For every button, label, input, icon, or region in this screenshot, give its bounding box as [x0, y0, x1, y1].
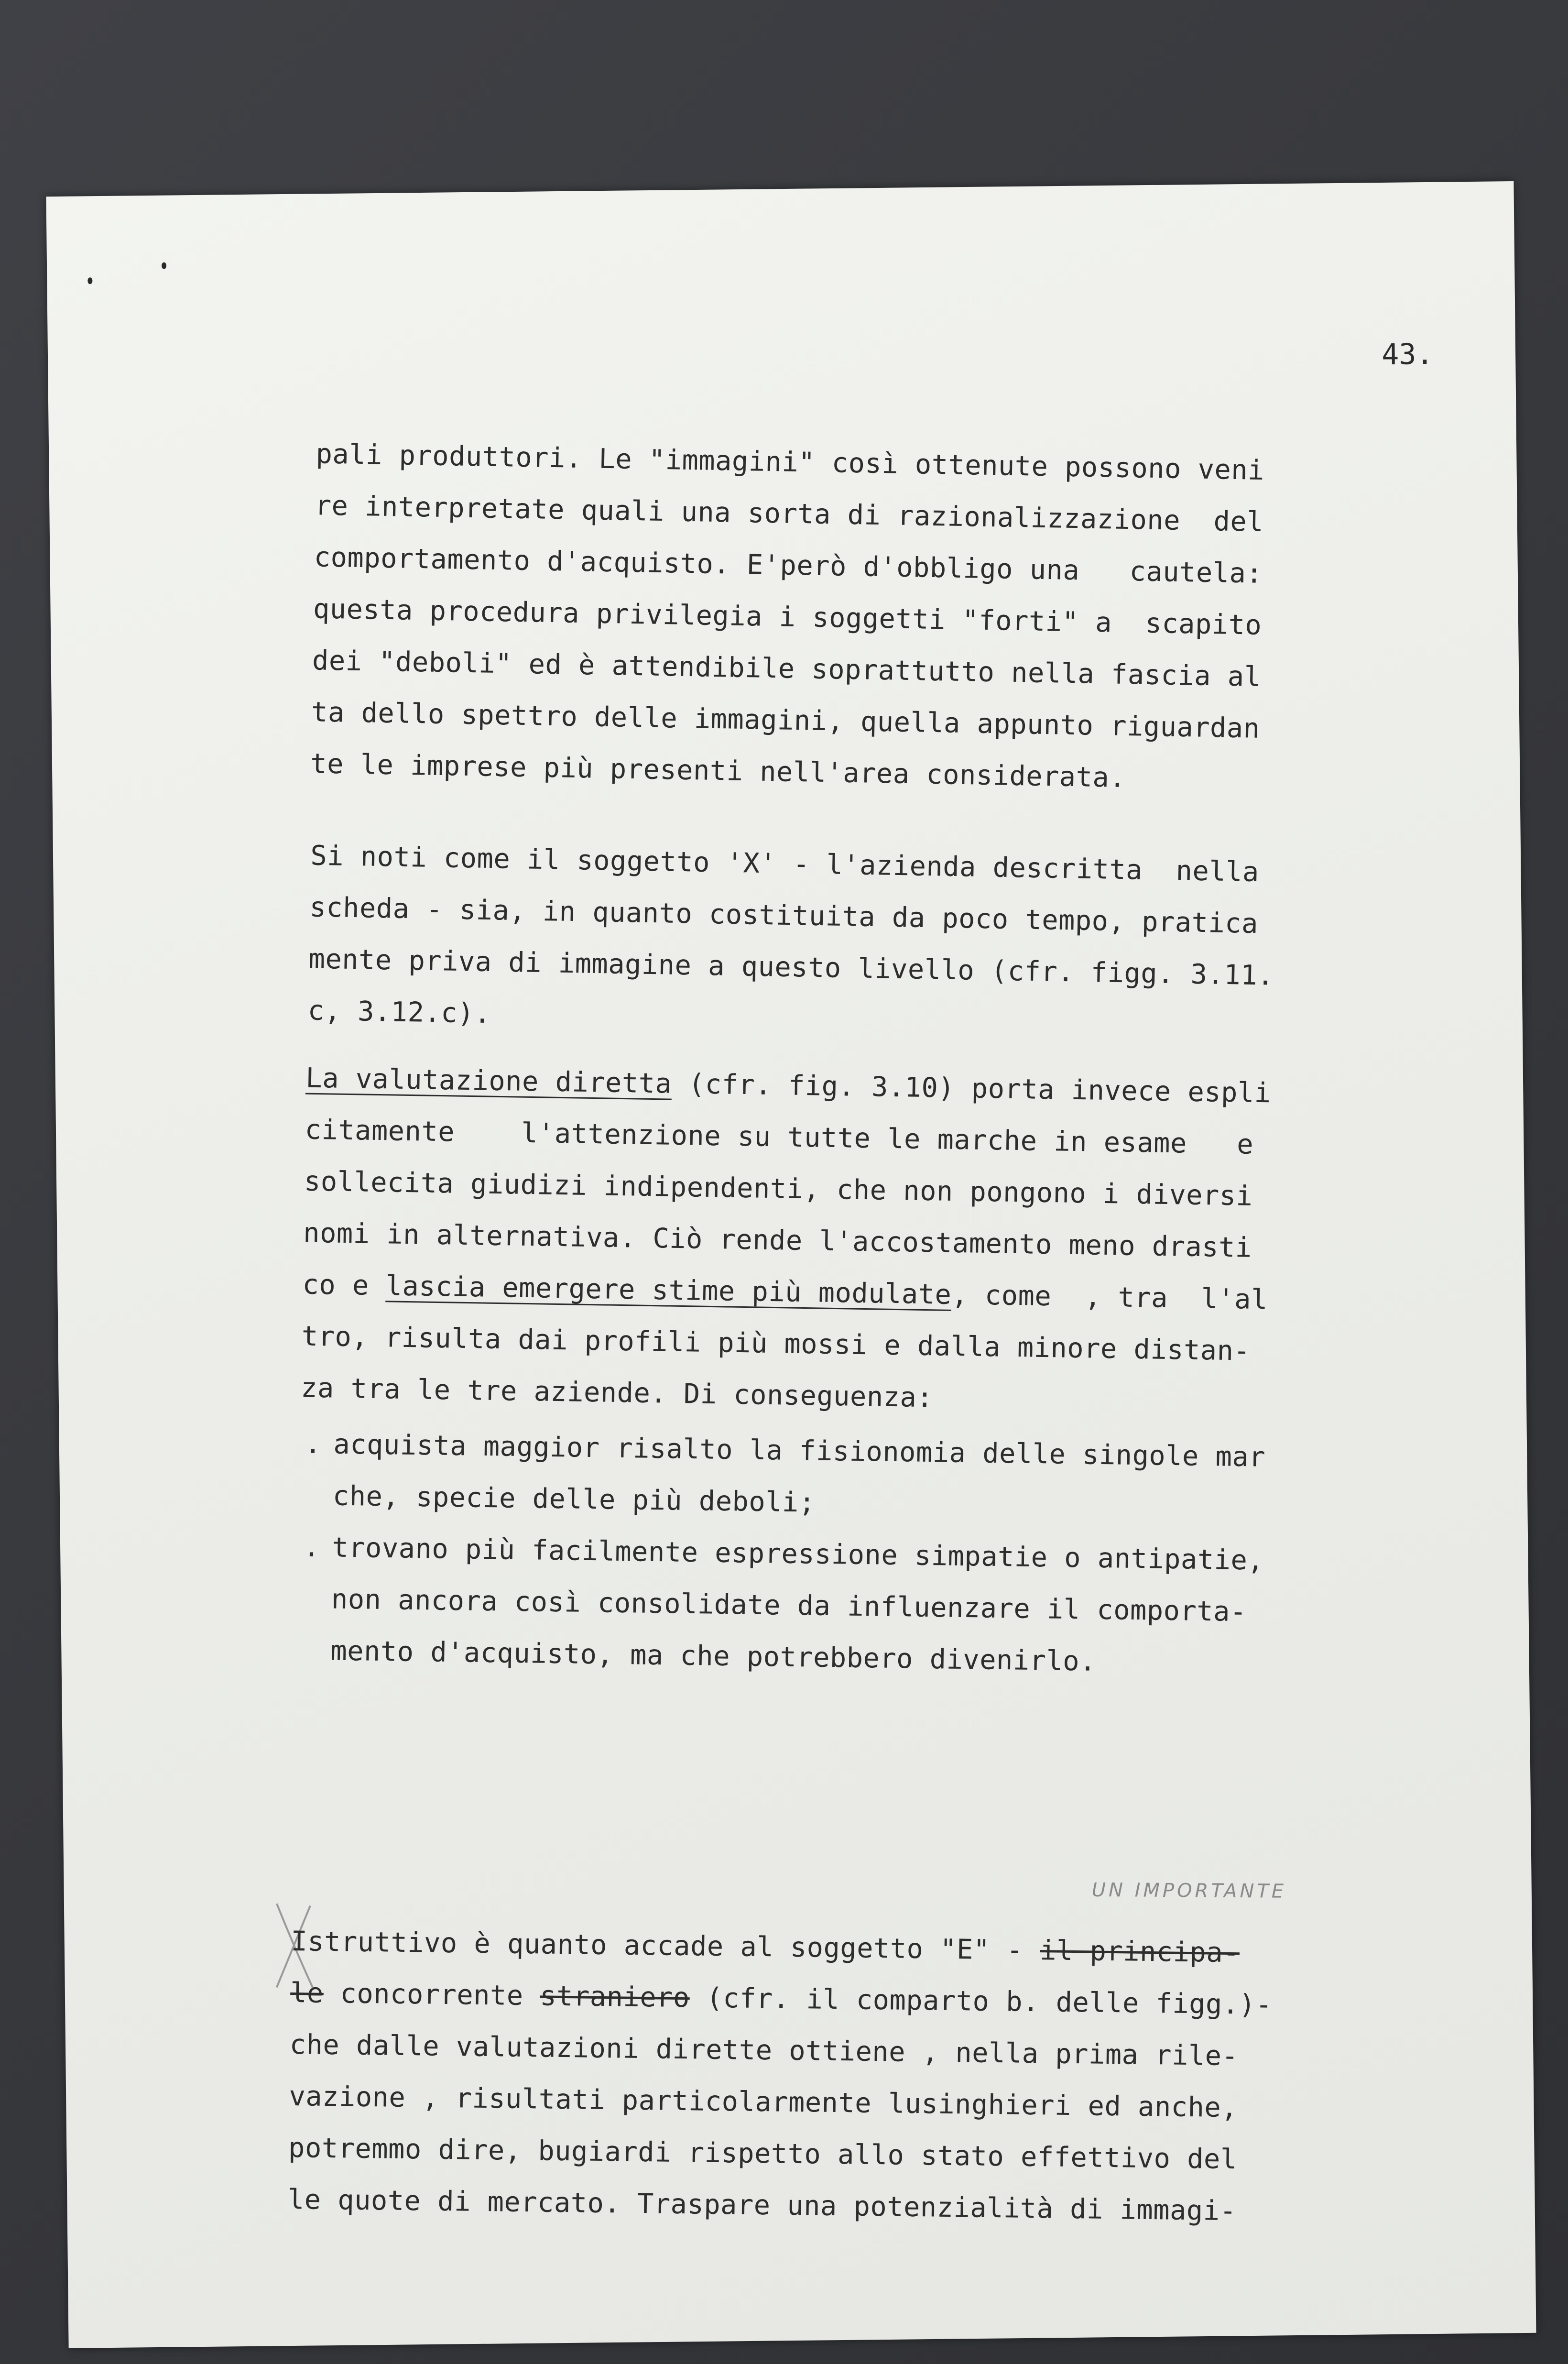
text-line: dei "deboli" ed è attendibile soprattutto nella fascia al — [312, 645, 1261, 693]
text-line: mente priva di immagine a questo livello (cfr. figg. 3.11. — [308, 943, 1274, 992]
list-item — [304, 1418, 1266, 1535]
text-line: ta dello spettro delle immagini, quella appunto riguardan — [311, 696, 1261, 744]
text-fragment: concorrente — [323, 1977, 540, 2012]
paragraph-1 — [310, 428, 1264, 806]
punch-hole-mark — [87, 277, 92, 284]
handwritten-insertion: UN IMPORTANTE — [1091, 1879, 1287, 1903]
text-line: c, 3.12.c). — [307, 995, 491, 1030]
text-line: comportamento d'acquisto. E'però d'obbligo una cautela: — [314, 541, 1263, 590]
text-fragment: co e — [302, 1269, 386, 1302]
text-line: za tra le tre aziende. Di conseguenza: — [300, 1372, 934, 1414]
text-line: re interpretate quali una sorta di razionalizzazione del — [315, 490, 1264, 538]
struck-text: le — [290, 1977, 324, 2009]
paragraph-3 — [300, 1052, 1271, 1429]
bullet-marker: . — [305, 1428, 322, 1460]
text-line: pali produttori. Le "immagini" così ottenute possono veni — [316, 438, 1265, 486]
text-line: nomi in alternativa. Ciò rende l'accostamento meno drasti — [303, 1217, 1252, 1264]
underlined-phrase: La valutazione diretta — [305, 1062, 672, 1100]
punch-hole-mark — [162, 263, 166, 269]
text-fragment: (cfr. il comparto b. delle figg.)- — [689, 1982, 1273, 2021]
text-line: acquista maggior risalto la fisionomia delle singole mar — [333, 1428, 1266, 1473]
text-fragment: , come , tra l'al — [951, 1279, 1268, 1316]
list-item — [302, 1521, 1264, 1690]
text-line: potremmo dire, bugiardi rispetto allo stato effettivo del — [288, 2132, 1238, 2176]
text-line: Si noti come il soggetto 'X' - l'azienda descritta nella — [310, 840, 1260, 888]
text-fragment: (cfr. fig. 3.10) porta invece espli — [671, 1068, 1272, 1109]
paragraph-2 — [307, 830, 1276, 1053]
document-page — [46, 181, 1536, 2348]
text-line: te le imprese più presenti nell'area considerata. — [310, 748, 1126, 794]
struck-text: il principa- — [1039, 1935, 1240, 1969]
text-line: le quote di mercato. Traspare una potenzialità di immagi- — [287, 2183, 1237, 2227]
text-line: non ancora così consolidate da influenzare il comporta- — [331, 1583, 1247, 1628]
text-line: citamente l'attenzione su tutte le marche in esame e — [305, 1114, 1254, 1160]
text-line: sollecita giudizi indipendenti, che non pongono i diversi — [304, 1165, 1253, 1212]
text-line: che, specie delle più deboli; — [332, 1480, 816, 1519]
page-number: 43. — [1381, 337, 1434, 372]
bullet-marker: . — [303, 1531, 320, 1564]
paragraph-4 — [287, 1915, 1273, 2237]
struck-text: straniero — [540, 1980, 690, 2014]
text-line: che dalle valutazioni dirette ottiene , nella prima rile- — [289, 2029, 1239, 2072]
text-line: mento d'acquisto, ma che potrebbero divenirlo. — [330, 1635, 1097, 1677]
text-line: vazione , risultati particolarmente lusinghieri ed anche, — [289, 2080, 1238, 2124]
text-line: scheda - sia, in quanto costituita da poco tempo, pratica — [309, 891, 1259, 940]
text-line: tro, risulta dai profili più mossi e dalla minore distan- — [301, 1320, 1251, 1367]
text-fragment: Istruttivo è quanto accade al soggetto "E" - — [291, 1926, 1040, 1967]
underlined-phrase: lascia emergere stime più modulate — [385, 1270, 952, 1311]
text-line: questa procedura privilegia i soggetti "forti" a scapito — [313, 593, 1262, 641]
bullet-list — [302, 1418, 1266, 1690]
text-line: trovano più facilmente espressione simpatie o antipatie, — [332, 1532, 1264, 1576]
